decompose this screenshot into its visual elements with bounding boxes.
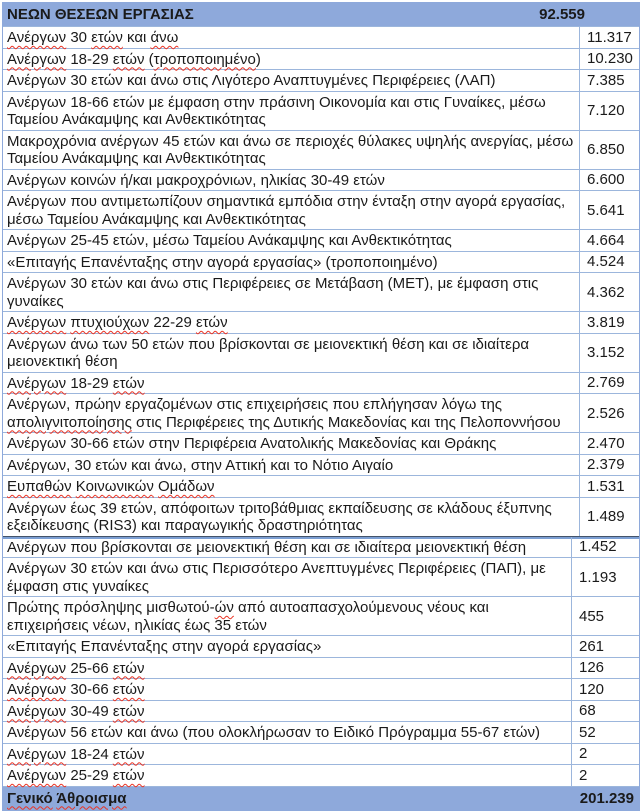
- misspelled-word: ών: [214, 599, 234, 616]
- table-row[interactable]: [3, 91, 639, 130]
- row-value-cell[interactable]: 10.230: [579, 49, 639, 70]
- table-row[interactable]: [3, 48, 639, 70]
- row-value-cell[interactable]: 4.362: [579, 273, 639, 311]
- table-row[interactable]: [3, 69, 639, 91]
- row-label-cell[interactable]: [3, 230, 579, 251]
- row-label-cell[interactable]: [3, 49, 579, 70]
- label-text: Ανέργων 56 ετών και άνω (που ολοκλήρωσαν το Ειδικό Πρόγραμμα 55-67 ετών): [7, 724, 540, 741]
- misspelled-word: Ανέργων: [7, 314, 67, 331]
- row-value-cell[interactable]: 2: [571, 744, 639, 765]
- table-row[interactable]: [3, 536, 639, 558]
- row-label-cell[interactable]: [3, 498, 579, 536]
- row-label-cell[interactable]: [3, 394, 579, 432]
- row-value-cell[interactable]: 1.489: [579, 498, 639, 536]
- row-value-cell[interactable]: 5.641: [579, 191, 639, 229]
- label-text: Ανέργων 18-66 ετών με έμφαση στην πράσινη Οικονομία και στις Γυναίκες, μέσω Ταμείου Ανάκαμψης και Ανθεκτικότητας: [7, 93, 546, 128]
- row-value-cell[interactable]: 126: [571, 658, 639, 679]
- row-label-cell[interactable]: [3, 70, 579, 91]
- table-row[interactable]: [3, 635, 639, 657]
- row-label-cell[interactable]: [3, 433, 579, 454]
- row-value-cell[interactable]: 2.470: [579, 433, 639, 454]
- row-label-cell[interactable]: [3, 679, 571, 700]
- row-value-cell[interactable]: 120: [571, 679, 639, 700]
- row-value-cell[interactable]: 4.664: [579, 230, 639, 251]
- row-value-cell[interactable]: 7.385: [579, 70, 639, 91]
- table-row[interactable]: [3, 393, 639, 432]
- row-label-cell[interactable]: [3, 131, 579, 169]
- row-label-cell[interactable]: [3, 476, 579, 497]
- table-row[interactable]: [3, 596, 639, 635]
- label-text: Πρώτης πρόσληψης μισθωτού-: [7, 599, 215, 616]
- header-total-value: 92.559: [539, 6, 585, 23]
- table-row[interactable]: [3, 557, 639, 596]
- misspelled-word: ετών: [112, 702, 145, 720]
- label-text: Ανέργων 30 ετών και άνω στις Λιγότερο Αναπτυγμένες Περιφέρειες (ΛΑΠ): [7, 72, 496, 89]
- label-text: Ανέργων έως 39 ετών, απόφοιτων τριτοβάθμιας εκπαίδευσης σε κλάδους έξυπνης εξειδίκευσης (RIS3) και παραγωγικής δραστηριότητας: [7, 499, 552, 534]
- misspelled-word: Ανέργων: [7, 767, 67, 784]
- misspelled-word: απολιγνιτοποίησης: [7, 413, 132, 431]
- misspelled-word: άνω: [150, 29, 179, 46]
- table-row[interactable]: [3, 190, 639, 229]
- row-label-cell[interactable]: [3, 701, 571, 722]
- row-label-cell[interactable]: [3, 455, 579, 476]
- misspelled-word: Ευπαθών: [7, 478, 72, 495]
- table-row[interactable]: [3, 169, 639, 191]
- misspelled-word: πτυχιούχων: [70, 314, 150, 331]
- label-text: Ανέργων 30 ετών και άνω στις Περιφέρειες σε Μετάβαση (ΜΕΤ), με έμφαση στις γυναίκες: [7, 275, 539, 310]
- row-label-cell[interactable]: [3, 765, 571, 786]
- label-text: 30-66: [66, 681, 113, 698]
- label-text: 25-29: [66, 767, 113, 784]
- row-value-cell[interactable]: 3.152: [579, 334, 639, 372]
- row-value-cell[interactable]: 2: [571, 765, 639, 786]
- misspelled-word: Ανέργων: [7, 702, 67, 720]
- row-label-cell[interactable]: [3, 722, 571, 743]
- label-text: 22-29: [149, 314, 196, 331]
- misspelled-word: ετών: [112, 681, 145, 698]
- misspelled-word: Ανέργων: [7, 29, 67, 46]
- label-text: «Επιταγής Επανένταξης στην αγορά εργασίας»: [7, 638, 322, 655]
- table-row[interactable]: [3, 743, 639, 765]
- misspelled-word: ετών: [91, 29, 123, 46]
- pivot-table: [2, 2, 640, 811]
- misspelled-word: ετών: [112, 659, 145, 677]
- label-text: Ανέργων 30-66 ετών στην Περιφέρεια Ανατολικής Μακεδονίας και Θράκης: [7, 435, 497, 452]
- table-row[interactable]: [3, 454, 639, 476]
- label-text: 30-49: [66, 702, 113, 720]
- misspelled-word: ετών: [195, 314, 228, 331]
- label-text: Ανέργων κοινών ή/και μακροχρόνιων, ηλικίας 30-49 ετών: [7, 171, 385, 189]
- table-row[interactable]: [3, 229, 639, 251]
- label-text: (: [144, 50, 154, 68]
- row-label-cell[interactable]: [3, 636, 571, 657]
- row-value-cell[interactable]: 6.600: [579, 170, 639, 191]
- row-value-cell[interactable]: 1.531: [579, 476, 639, 497]
- table-row[interactable]: [3, 764, 639, 786]
- label-text: από αυτοαπασχολούμενους νέους και επιχειρήσεις νέων, ηλικίας έως 35 ετών: [7, 599, 489, 634]
- label-text: Ανέργων 25-45 ετών, μέσω Ταμείου Ανάκαμψης και Ανθεκτικότητας: [7, 232, 452, 249]
- table-row[interactable]: [3, 721, 639, 743]
- misspelled-word: Κοινωνικών: [75, 478, 154, 495]
- label-text: «Επιταγής Επανένταξης στην αγορά εργασίας» (τροποποιημένο): [7, 253, 438, 271]
- table-row[interactable]: [3, 251, 639, 273]
- row-value-cell[interactable]: 2.526: [579, 394, 639, 432]
- table-body: [3, 26, 639, 786]
- table-header-row[interactable]: [3, 3, 639, 26]
- row-value-cell[interactable]: 68: [571, 701, 639, 722]
- table-row[interactable]: [3, 432, 639, 454]
- row-label-cell[interactable]: [3, 170, 579, 191]
- table-row[interactable]: [3, 678, 639, 700]
- table-footer-row[interactable]: [3, 786, 639, 810]
- row-label-cell[interactable]: [3, 191, 579, 229]
- misspelled-word: ετών: [112, 50, 145, 68]
- label-text: Ανέργων άνω των 50 ετών που βρίσκονται σε μειονεκτική θέση και σε ιδιαίτερα μειονεκτική θέση: [7, 335, 530, 370]
- row-value-cell[interactable]: 3.819: [579, 312, 639, 333]
- label-text: 18-29: [66, 374, 113, 392]
- label-text: Ανέργων, 30 ετών και άνω, στην Αττική και το Νότιο Αιγαίο: [7, 456, 394, 474]
- label-text: 30: [66, 29, 92, 46]
- misspelled-word: Ανέργων: [7, 374, 67, 392]
- row-value-cell[interactable]: 261: [571, 636, 639, 657]
- row-label-cell[interactable]: [3, 597, 571, 635]
- row-value-cell[interactable]: 11.317: [579, 27, 639, 48]
- misspelled-word: ετών: [112, 767, 145, 784]
- row-label-cell[interactable]: [3, 252, 579, 273]
- misspelled-word: τροποποιημένο: [153, 50, 256, 68]
- row-label-cell[interactable]: [3, 27, 579, 48]
- row-value-cell[interactable]: 4.524: [579, 252, 639, 273]
- row-label-cell[interactable]: [3, 558, 571, 596]
- label-text: στις Περιφέρειες της Δυτικής Μακεδονίας και της Πελοποννήσου: [131, 413, 561, 431]
- misspelled-word: Άθροισμα: [56, 789, 127, 807]
- label-text: 18-24: [66, 745, 113, 763]
- row-value-cell[interactable]: 7.120: [579, 92, 639, 130]
- label-text: ): [255, 50, 261, 68]
- row-label-cell[interactable]: [3, 312, 579, 333]
- label-text: Μακροχρόνια ανέργων 45 ετών και άνω σε περιοχές θύλακες υψηλής ανεργίας, μέσω Ταμείου Ανάκαμψης και Ανθεκτικότητας: [7, 132, 574, 167]
- misspelled-word: ετών: [112, 745, 145, 763]
- table-row[interactable]: [3, 700, 639, 722]
- misspelled-word: Ανέργων: [7, 681, 67, 698]
- table-row[interactable]: [3, 26, 639, 48]
- label-text: Ανέργων 30 ετών και άνω στις Περισσότερο Ανεπτυγμένες Περιφέρειες (ΠΑΠ), με έμφαση στις γυναίκες: [7, 560, 546, 595]
- misspelled-word: Ανέργων: [7, 50, 67, 68]
- table-row[interactable]: [3, 475, 639, 497]
- grand-total-label: [7, 790, 580, 807]
- table-title: ΝΕΩΝ ΘΕΣΕΩΝ ΕΡΓΑΣΙΑΣ: [7, 6, 194, 23]
- row-value-cell[interactable]: 2.769: [579, 373, 639, 394]
- row-value-cell[interactable]: 52: [571, 722, 639, 743]
- label-text: 25-66: [66, 659, 113, 677]
- misspelled-word: Ανέργων: [7, 659, 67, 677]
- row-label-cell[interactable]: [3, 273, 579, 311]
- table-row[interactable]: [3, 272, 639, 311]
- row-label-cell[interactable]: [3, 92, 579, 130]
- label-text: 18-29: [66, 50, 113, 68]
- misspelled-word: Γενικό: [7, 789, 53, 807]
- row-value-cell[interactable]: 6.850: [579, 131, 639, 169]
- row-label-cell[interactable]: [3, 744, 571, 765]
- table-row[interactable]: [3, 657, 639, 679]
- row-value-cell[interactable]: 2.379: [579, 455, 639, 476]
- misspelled-word: ετών: [112, 374, 145, 392]
- row-label-cell[interactable]: [3, 658, 571, 679]
- label-text: Ανέργων που βρίσκονται σε μειονεκτική θέση και σε ιδιαίτερα μειονεκτική θέση: [7, 538, 527, 556]
- table-row[interactable]: [3, 130, 639, 169]
- table-row[interactable]: [3, 372, 639, 394]
- row-value-cell[interactable]: 1.193: [571, 558, 639, 596]
- label-text: Ανέργων, πρώην εργαζομένων στις επιχειρήσεις που επλήγησαν λόγω της: [7, 396, 503, 413]
- row-value-cell[interactable]: 455: [571, 597, 639, 635]
- row-label-cell[interactable]: [3, 334, 579, 372]
- table-row[interactable]: [3, 333, 639, 372]
- label-text: Ανέργων που αντιμετωπίζουν σημαντικά εμπόδια στην ένταξη στην αγορά εργασίας, μέσω Ταμείου Ανάκαμψης και Ανθεκτικότητας: [7, 193, 566, 228]
- misspelled-word: Ανέργων: [7, 745, 67, 763]
- table-row[interactable]: [3, 497, 639, 536]
- row-value-cell[interactable]: 1.452: [571, 537, 639, 558]
- label-text: και: [122, 29, 151, 46]
- row-label-cell[interactable]: [3, 537, 571, 558]
- misspelled-word: Ομάδων: [158, 478, 215, 495]
- row-label-cell[interactable]: [3, 373, 579, 394]
- grand-total-value: 201.239: [579, 789, 634, 807]
- table-row[interactable]: [3, 311, 639, 333]
